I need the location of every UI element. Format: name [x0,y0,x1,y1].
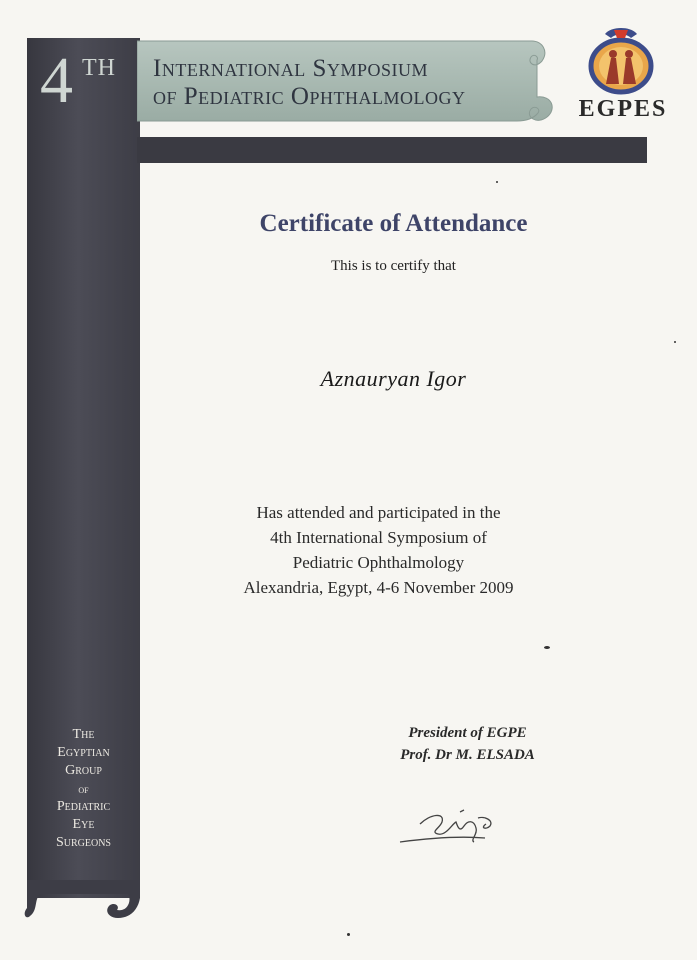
paper-speck [544,646,550,649]
org-line: of [78,782,89,796]
sidebar-scroll-ornament [20,880,150,935]
org-line: Pediatric [56,799,111,814]
banner-title-line1: International Symposium [153,55,428,82]
org-line: Group [65,763,102,778]
certificate-subtitle: This is to certify that [331,258,456,274]
organization-name [27,726,140,852]
body-line: Alexandria, Egypt, 4-6 November 2009 [243,578,514,597]
org-line: Surgeons [55,835,111,850]
signatory-name: Prof. Dr M. ELSADA [400,747,535,763]
paper-speck [496,181,498,183]
org-line: Eye [72,817,95,832]
certificate-body [140,500,617,600]
edition-number: 4 [40,44,73,117]
org-line: The [72,727,95,742]
paper-speck [674,341,676,343]
signatory-role: President of EGPE [408,725,527,741]
edition-suffix: TH [82,55,116,81]
org-line: Egyptian [57,745,110,760]
body-line: Pediatric Ophthalmology [292,553,465,572]
signatory-block [340,722,595,766]
paper-speck [347,933,350,936]
recipient-name: Aznauryan Igor [320,366,467,391]
handwritten-signature-icon [390,798,510,854]
body-line: Has attended and participated in the [256,503,501,522]
header-dark-band [137,137,647,163]
certificate-title: Certificate of Attendance [259,210,528,237]
logo-text: EGPES [578,96,668,122]
body-line: 4th International Symposium of [270,528,487,547]
banner-title-line2: of Pediatric Ophthalmology [153,83,466,110]
egyptian-figures-emblem-icon [581,24,661,96]
